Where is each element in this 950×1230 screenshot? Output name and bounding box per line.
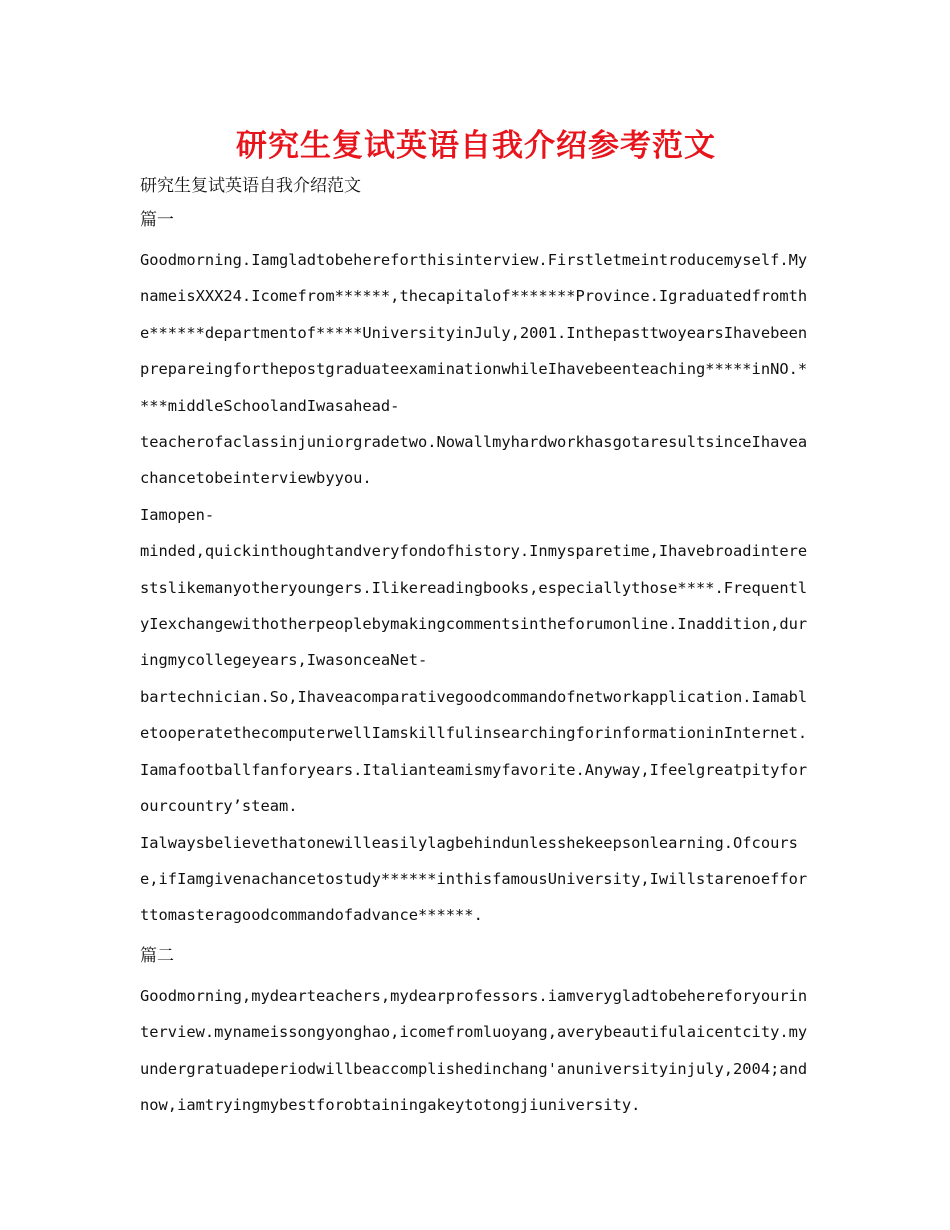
section-1-paragraph: Ialwaysbelievethatonewilleasilylagbehindunlesshekeepsonlearning.Ofcourse,ifIamgivenachancetostudy******inthisfamousUniversity,Iwillstarenoefforttomasteragoodcommandofadvance******. [140,833,808,925]
section-2 [140,944,812,1124]
section-1 [140,208,812,934]
section-1-label: 篇一 [140,210,174,230]
document-title: 研究生复试英语自我介绍参考范文 [236,128,716,164]
section-1-paragraph: Iamopen- [140,505,215,524]
section-1-paragraph: Goodmorning.Iamgladtobehereforthisinterview.Firstletmeintroducemyself.MynameisXXX24.Icomefrom******,thecapitalof*******Province.Igraduatedfromthe******departmentof*****UniversityinJuly,2001.InthepasttwoyearsIhavebeenprepareingforthepostgraduateexaminationwhileIhavebeenteaching*****inNO.****middleSchoolandIwasahead- [140,251,808,415]
section-1-paragraph: teacherofaclassinjuniorgradetwo.NowallmyhardworkhasgotaresultsinceIhaveachancetobeinterviewbyyou. [140,433,808,488]
section-2-label: 篇二 [140,945,174,966]
section-1-paragraph: minded,quickinthoughtandveryfondofhistory.Inmysparetime,Ihavebroadinterestslikemanyotheryoungers.Ilikereadingbooks,especiallythose****.FrequentlyIexchangewithotherpeoplebymakingcommentsintheforumonline.Inaddition,duringmycollegeyears,IwasonceaNet- [140,542,808,670]
document-page [140,120,812,1123]
section-1-paragraph: bartechnician.So,Ihaveacomparativegoodcommandofnetworkapplication.IamabletooperatethecomputerwellIamskillfulinsearchingforinformationinInternet.Iamafootballfanforyears.Italianteamismyfavorite.Anyway,Ifeelgreatpityforourcountry’steam. [140,687,808,816]
document-subtitle: 研究生复试英语自我介绍范文 [140,176,361,196]
section-2-paragraph: Goodmorning,mydearteachers,mydearprofessors.iamverygladtobehereforyourinterview.mynameissongyonghao,icomefromluoyang,averybeautifulaicentcity.myundergratuadeperiodwillbeaccomplishedinchang'anuniversityinjuly,2004;andnow,iamtryingmybestforobtainingakeytotongjiuniversity. [140,986,808,1114]
